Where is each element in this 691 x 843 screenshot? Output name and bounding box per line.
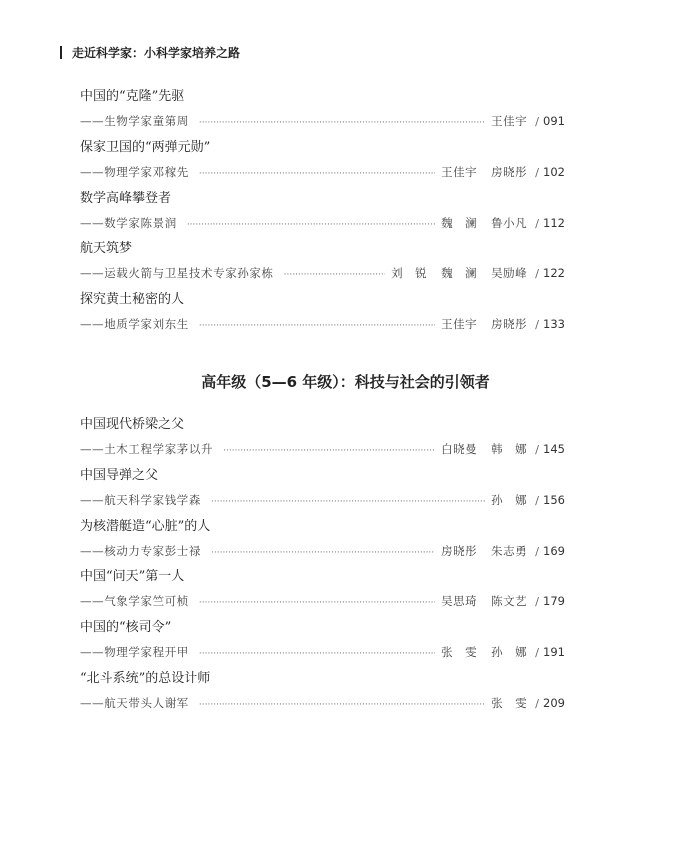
toc-entry[interactable] bbox=[80, 467, 565, 518]
entry-title: 保家卫国的“两弹元勋” bbox=[80, 139, 211, 155]
dot-leader bbox=[187, 217, 435, 233]
entry-authors bbox=[441, 543, 527, 559]
toc-entry[interactable] bbox=[80, 139, 565, 190]
page-number: 209 bbox=[543, 695, 565, 710]
toc-section-middle-grade bbox=[80, 88, 565, 342]
dot-leader bbox=[199, 595, 435, 611]
entry-detail-line bbox=[80, 695, 565, 713]
author-name: 吴励峰 bbox=[491, 266, 528, 281]
entry-detail-line bbox=[80, 215, 565, 233]
author-name: 魏 澜 bbox=[441, 266, 478, 281]
page-separator: / bbox=[535, 492, 540, 507]
entry-detail-line bbox=[80, 543, 565, 561]
entry-title: “北斗系统”的总设计师 bbox=[80, 670, 211, 686]
page-number: 112 bbox=[543, 215, 565, 230]
entry-detail-line bbox=[80, 316, 565, 334]
toc-entry[interactable] bbox=[80, 619, 565, 670]
author-name: 王佳宇 bbox=[441, 317, 478, 332]
entry-detail-line bbox=[80, 265, 565, 283]
author-name: 房晓彤 bbox=[441, 543, 478, 558]
entry-title: 中国现代桥梁之父 bbox=[80, 417, 185, 432]
author-name: 张 雯 bbox=[491, 695, 528, 710]
running-head-text: 走近科学家：小科学家培养之路 bbox=[72, 46, 241, 60]
entry-title: 中国的“核司令” bbox=[80, 620, 172, 636]
toc-entry[interactable] bbox=[80, 670, 565, 721]
entry-subject: ——运载火箭与卫星技术专家孙家栋 bbox=[80, 266, 274, 281]
running-head-bar bbox=[60, 46, 62, 59]
page-number: 133 bbox=[543, 317, 565, 332]
entry-authors bbox=[441, 644, 527, 660]
author-name: 房晓彤 bbox=[491, 164, 528, 179]
toc-entry[interactable] bbox=[80, 568, 565, 619]
page-separator: / bbox=[535, 695, 540, 710]
author-name: 白晓曼 bbox=[441, 442, 478, 456]
entry-detail-line bbox=[80, 593, 565, 611]
entry-detail-line bbox=[80, 113, 565, 131]
toc-entry[interactable] bbox=[80, 240, 565, 291]
page-number: 145 bbox=[543, 442, 565, 456]
author-name: 鲁小凡 bbox=[491, 215, 528, 230]
entry-authors bbox=[441, 441, 527, 457]
entry-subject: ——生物学家童第周 bbox=[80, 114, 189, 128]
dot-leader bbox=[199, 166, 435, 182]
author-name: 王佳宇 bbox=[491, 114, 528, 128]
author-name: 魏 澜 bbox=[441, 215, 478, 230]
entry-authors bbox=[441, 316, 527, 332]
page-number: 156 bbox=[543, 492, 565, 507]
author-name: 孙 娜 bbox=[491, 645, 528, 660]
dot-leader bbox=[223, 443, 435, 459]
entry-subject: ——物理学家邓稼先 bbox=[80, 164, 189, 179]
entry-subject: ——航天带头人谢军 bbox=[80, 695, 189, 710]
toc-entry[interactable] bbox=[80, 88, 565, 139]
entry-detail-line bbox=[80, 164, 565, 182]
entry-detail-line bbox=[80, 492, 565, 510]
page-number: 091 bbox=[543, 114, 565, 128]
page-separator: / bbox=[535, 543, 540, 558]
author-name: 孙 娜 bbox=[491, 492, 528, 507]
page-number: 122 bbox=[543, 266, 565, 281]
page-number: 191 bbox=[543, 645, 565, 660]
toc-section-upper-grade bbox=[80, 416, 565, 721]
entry-title: 中国的“克隆”先驱 bbox=[80, 89, 185, 104]
entry-detail-line bbox=[80, 644, 565, 662]
entry-authors bbox=[491, 695, 527, 711]
entry-authors bbox=[441, 164, 527, 180]
page-number: 169 bbox=[543, 543, 565, 558]
entry-subject: ——核动力专家彭士禄 bbox=[80, 543, 201, 558]
page-number: 179 bbox=[543, 594, 565, 609]
dot-leader bbox=[199, 318, 435, 334]
entry-title: 为核潜艇造“心脏”的人 bbox=[80, 518, 211, 534]
entry-title: 数学高峰攀登者 bbox=[80, 190, 172, 206]
entry-detail-line bbox=[80, 441, 565, 459]
toc-entry[interactable] bbox=[80, 416, 565, 467]
page-separator: / bbox=[535, 317, 540, 332]
page-separator: / bbox=[535, 645, 540, 660]
toc-entry[interactable] bbox=[80, 190, 565, 241]
entry-authors bbox=[441, 593, 527, 609]
dot-leader bbox=[199, 697, 485, 713]
page-separator: / bbox=[535, 164, 540, 179]
entry-title: 探究黄土秘密的人 bbox=[80, 292, 185, 308]
author-name: 房晓彤 bbox=[491, 317, 528, 332]
page-separator: / bbox=[535, 114, 540, 128]
entry-title: 中国导弹之父 bbox=[80, 467, 159, 483]
author-name: 刘 锐 bbox=[391, 266, 428, 281]
entry-authors bbox=[491, 113, 527, 129]
entry-subject: ——数学家陈景润 bbox=[80, 215, 177, 230]
page-number: 102 bbox=[543, 164, 565, 179]
dot-leader bbox=[211, 494, 485, 510]
entry-authors bbox=[441, 215, 527, 231]
running-head bbox=[60, 44, 240, 61]
entry-authors bbox=[391, 265, 527, 281]
author-name: 陈文艺 bbox=[491, 594, 528, 609]
author-name: 王佳宇 bbox=[441, 164, 478, 179]
author-name: 吴思琦 bbox=[441, 594, 478, 609]
entry-subject: ——航天科学家钱学森 bbox=[80, 492, 201, 507]
dot-leader bbox=[211, 545, 435, 561]
toc-entry[interactable] bbox=[80, 291, 565, 342]
entry-authors bbox=[491, 492, 527, 508]
entry-subject: ——土木工程学家茅以升 bbox=[80, 442, 214, 456]
entry-subject: ——气象学家竺可桢 bbox=[80, 594, 189, 609]
dot-leader bbox=[199, 646, 435, 662]
toc-entry[interactable] bbox=[80, 518, 565, 569]
dot-leader bbox=[284, 267, 386, 283]
page-separator: / bbox=[535, 442, 540, 456]
dot-leader bbox=[199, 115, 485, 131]
page-separator: / bbox=[535, 215, 540, 230]
entry-title: 中国“问天”第一人 bbox=[80, 569, 185, 585]
author-name: 朱志勇 bbox=[491, 543, 528, 558]
grade-heading: 高年级（5—6 年级）：科技与社会的引领者 bbox=[201, 373, 490, 391]
page-separator: / bbox=[535, 266, 540, 281]
entry-subject: ——地质学家刘东生 bbox=[80, 317, 189, 332]
entry-title: 航天筑梦 bbox=[80, 241, 133, 257]
author-name: 张 雯 bbox=[441, 645, 478, 660]
author-name: 韩 娜 bbox=[491, 442, 528, 456]
entry-subject: ——物理学家程开甲 bbox=[80, 645, 189, 660]
page-separator: / bbox=[535, 594, 540, 609]
